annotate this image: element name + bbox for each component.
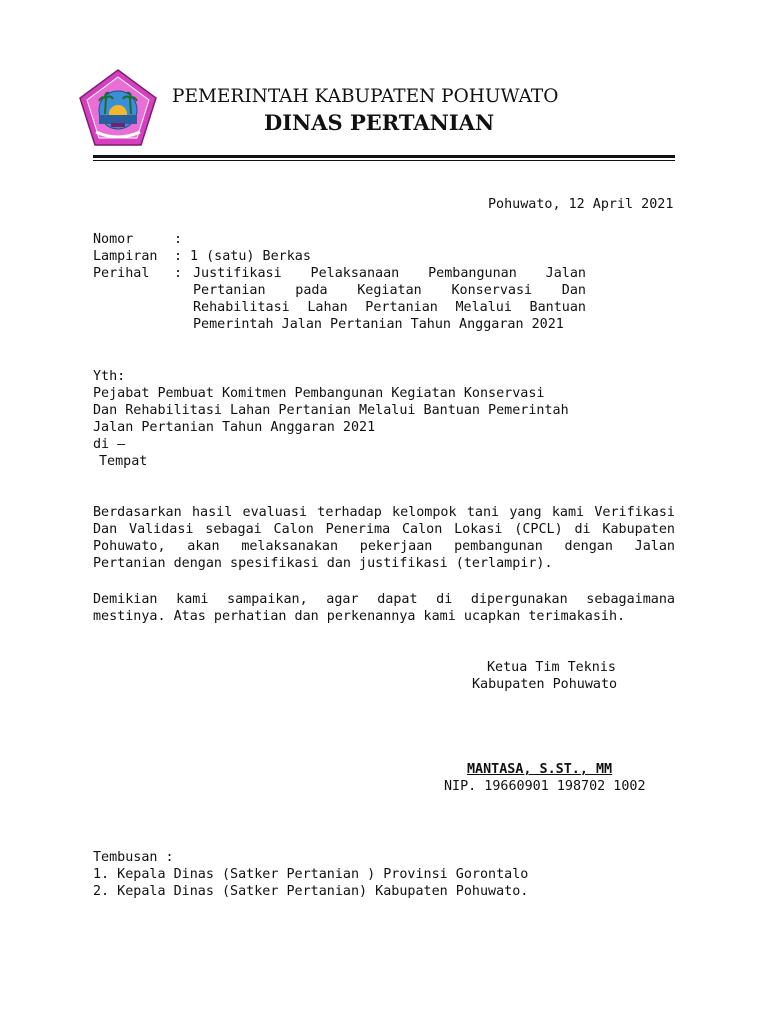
perihal-line: Justifikasi Pelaksanaan Pembangunan Jalan [193,266,586,281]
signatory-name: MANTASA, S.ST., MM [467,762,613,777]
nomor-label: Nomor [93,232,134,247]
body-line: Pertanian dengan spesifikasi dan justifikasi (terlampir). [93,556,553,571]
addressee-line: Dan Rehabilitasi Lahan Pertanian Melalui Bantuan Pemerintah [93,403,569,418]
lampiran-value: 1 (satu) Berkas [190,249,311,264]
letterhead-government: PEMERINTAH KABUPATEN POHUWATO [172,86,559,107]
addressee-di: di – [93,437,126,452]
nomor-separator: : [174,232,183,247]
perihal-line: Pemerintah Jalan Pertanian Tahun Anggaran 2021 [193,317,564,332]
body-line: Berdasarkan hasil evaluasi terhadap kelompok tani yang kami Verifikasi [93,505,675,520]
place-date: Pohuwato, 12 April 2021 [488,197,674,212]
pohuwato-emblem-icon [78,68,158,148]
letterhead-divider-thin [93,160,675,161]
addressee-tempat: Tempat [99,454,148,469]
perihal-label: Perihal [93,266,150,281]
body-paragraph-2 [93,591,675,625]
lampiran-label: Lampiran [93,249,158,264]
letterhead-department: DINAS PERTANIAN [264,110,495,135]
body-line: Demikian kami sampaikan, agar dapat di dipergunakan sebagaimana [93,592,675,607]
perihal-text [193,265,586,333]
signature-position-1: Ketua Tim Teknis [487,660,616,675]
addressee-salutation: Yth: [93,369,126,384]
body-line: Dan Validasi sebagai Calon Penerima Calon Lokasi (CPCL) di Kabupaten [93,522,675,537]
body-line: mestinya. Atas perhatian dan perkenannya kami ucapkan terimakasih. [93,609,626,624]
body-line: Pohuwato, akan melaksanakan pekerjaan pembangunan dengan Jalan [93,539,675,554]
signature-position-2: Kabupaten Pohuwato [472,677,618,692]
addressee-line: Jalan Pertanian Tahun Anggaran 2021 [93,420,376,435]
letterhead-divider-thick [93,155,675,158]
tembusan-label: Tembusan : [93,850,174,865]
body-paragraph-1 [93,504,675,572]
perihal-separator: : [174,266,183,281]
perihal-line: Rehabilitasi Lahan Pertanian Melalui Bantuan [193,300,586,315]
signatory-nip: NIP. 19660901 198702 1002 [444,779,646,794]
lampiran-separator: : [174,249,183,264]
addressee-line: Pejabat Pembuat Komitmen Pembangunan Kegiatan Konservasi [93,386,545,401]
perihal-line: Pertanian pada Kegiatan Konservasi Dan [193,283,586,298]
tembusan-item: 2. Kepala Dinas (Satker Pertanian) Kabupaten Pohuwato. [93,884,529,899]
tembusan-item: 1. Kepala Dinas (Satker Pertanian ) Provinsi Gorontalo [93,867,529,882]
